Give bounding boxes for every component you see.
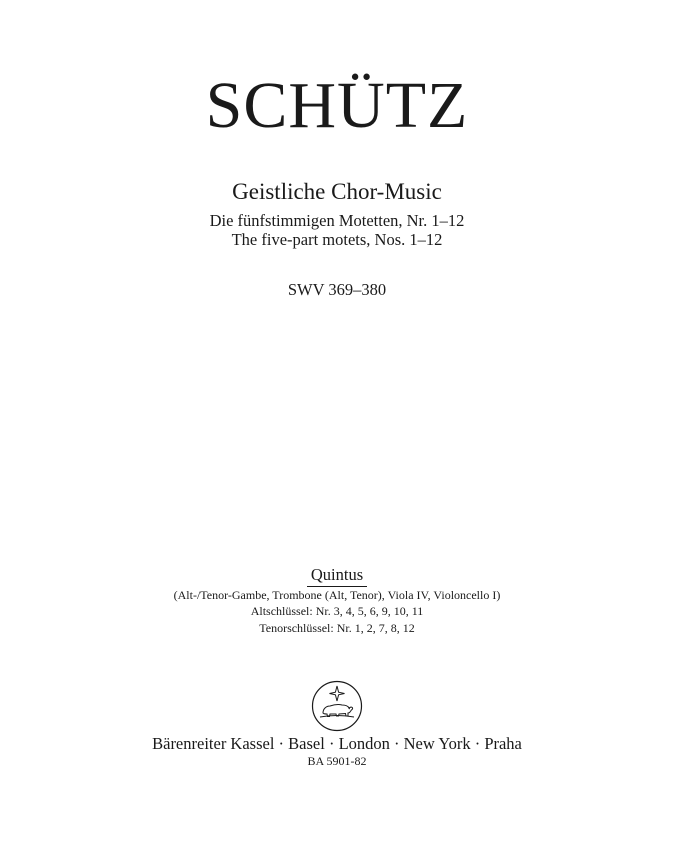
instrumentation-note: (Alt-/Tenor-Gambe, Trombone (Alt, Tenor), Viola IV, Violoncello I) — [173, 588, 501, 602]
composer-name: SCHÜTZ — [205, 69, 469, 142]
tenor-clef-note: Tenorschlüssel: Nr. 1, 2, 7, 8, 12 — [259, 621, 415, 635]
work-title: Geistliche Chor-Music — [232, 179, 442, 204]
edition-number: BA 5901-82 — [307, 754, 367, 768]
part-name: Quintus — [307, 565, 367, 587]
catalog-number: SWV 369–380 — [287, 280, 387, 299]
publisher-line: Bärenreiter Kassel · Basel · London · New York · Praha — [152, 734, 522, 753]
subtitle-english: The five-part motets, Nos. 1–12 — [231, 230, 443, 249]
baerenreiter-logo-icon — [311, 680, 363, 732]
subtitle-german: Die fünfstimmigen Motetten, Nr. 1–12 — [209, 211, 465, 230]
part-heading — [0, 565, 674, 587]
alto-clef-note: Altschlüssel: Nr. 3, 4, 5, 6, 9, 10, 11 — [250, 604, 424, 618]
